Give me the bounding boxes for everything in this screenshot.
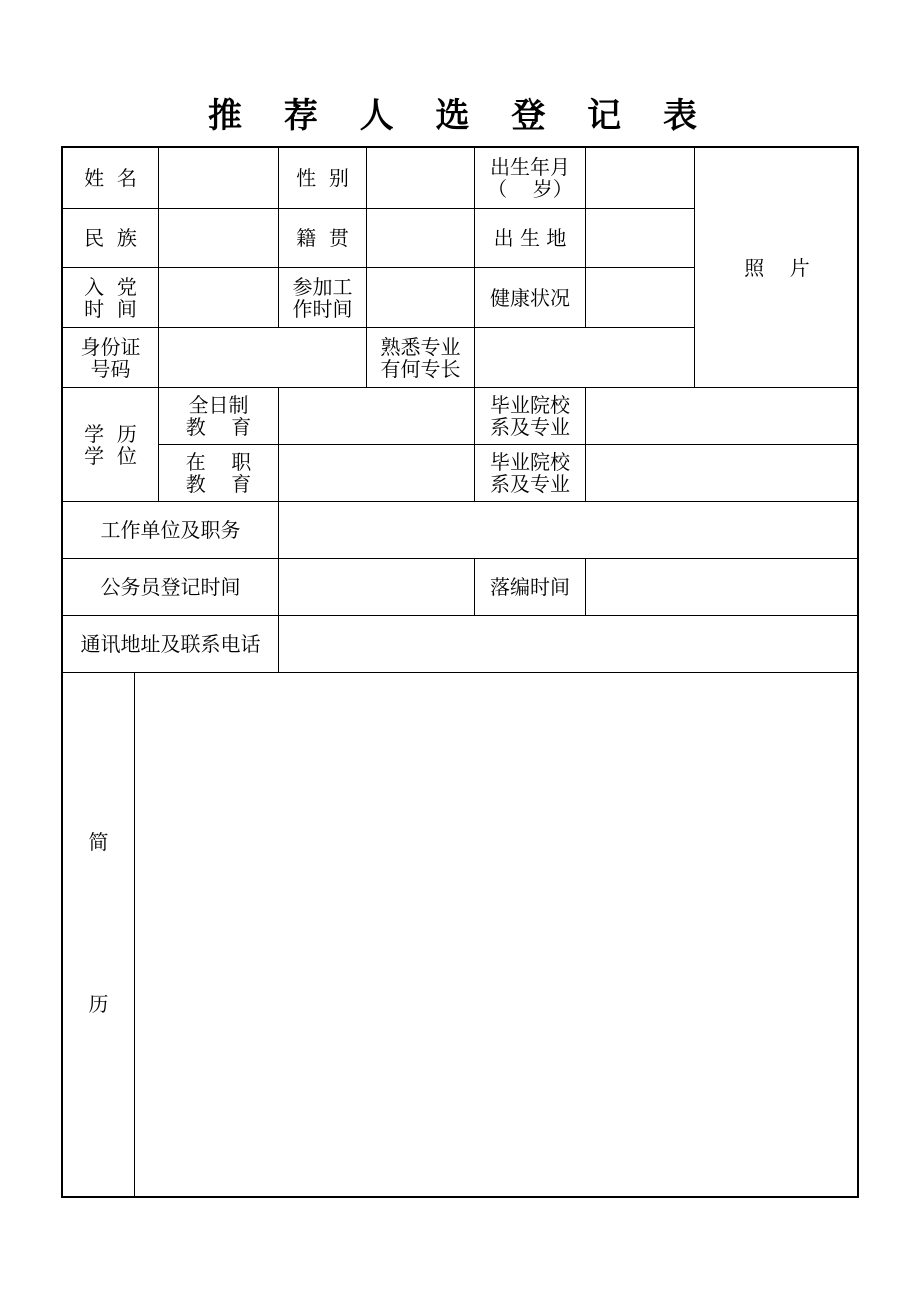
label-ethnicity: 民 族 <box>63 209 159 268</box>
field-ethnicity[interactable] <box>159 209 279 268</box>
label-resume <box>63 673 135 1196</box>
label-health: 健康状况 <box>475 268 586 328</box>
field-id-number[interactable] <box>159 328 367 388</box>
label-civil-servant-date: 公务员登记时间 <box>63 559 279 616</box>
field-birth-date[interactable] <box>586 148 695 209</box>
label-workplace: 工作单位及职务 <box>63 502 279 559</box>
label-specialty: 熟悉专业 有何专长 <box>367 328 475 388</box>
field-specialty[interactable] <box>475 328 695 388</box>
label-party-date: 入 党 时 间 <box>63 268 159 328</box>
label-graduate-school-1: 毕业院校 系及专业 <box>475 388 586 445</box>
field-birthplace[interactable] <box>586 209 695 268</box>
label-name: 姓 名 <box>63 148 159 209</box>
label-resume-char-2: 历 <box>88 992 109 1016</box>
field-name[interactable] <box>159 148 279 209</box>
field-workplace[interactable] <box>279 502 859 559</box>
field-in-service-education[interactable] <box>279 445 475 502</box>
label-contact: 通讯地址及联系电话 <box>63 616 279 673</box>
photo-box[interactable] <box>695 148 859 388</box>
field-work-start[interactable] <box>367 268 475 328</box>
field-full-time-education[interactable] <box>279 388 475 445</box>
field-graduate-school-1[interactable] <box>586 388 859 445</box>
field-graduate-school-2[interactable] <box>586 445 859 502</box>
label-in-service-education: 在 职 教 育 <box>159 445 279 502</box>
field-staffing-date[interactable] <box>586 559 859 616</box>
field-contact[interactable] <box>279 616 859 673</box>
label-id-number: 身份证 号码 <box>63 328 159 388</box>
field-health[interactable] <box>586 268 695 328</box>
form-title: 推 荐 人 选 登 记 表 <box>207 96 713 136</box>
field-gender[interactable] <box>367 148 475 209</box>
photo-label: 照 片 <box>744 255 810 280</box>
label-birth-date: 出生年月 （ 岁） <box>475 148 586 209</box>
registration-form-table <box>61 146 859 1198</box>
label-native-place: 籍 贯 <box>279 209 367 268</box>
label-resume-char-1: 简 <box>88 830 109 854</box>
label-full-time-education: 全日制 教 育 <box>159 388 279 445</box>
label-work-start: 参加工 作时间 <box>279 268 367 328</box>
label-graduate-school-2: 毕业院校 系及专业 <box>475 445 586 502</box>
label-birthplace: 出 生 地 <box>475 209 586 268</box>
field-native-place[interactable] <box>367 209 475 268</box>
field-party-date[interactable] <box>159 268 279 328</box>
label-education: 学 历 学 位 <box>63 388 159 502</box>
field-resume[interactable] <box>135 673 859 1196</box>
label-staffing-date: 落编时间 <box>475 559 586 616</box>
field-civil-servant-date[interactable] <box>279 559 475 616</box>
label-gender: 性 别 <box>279 148 367 209</box>
